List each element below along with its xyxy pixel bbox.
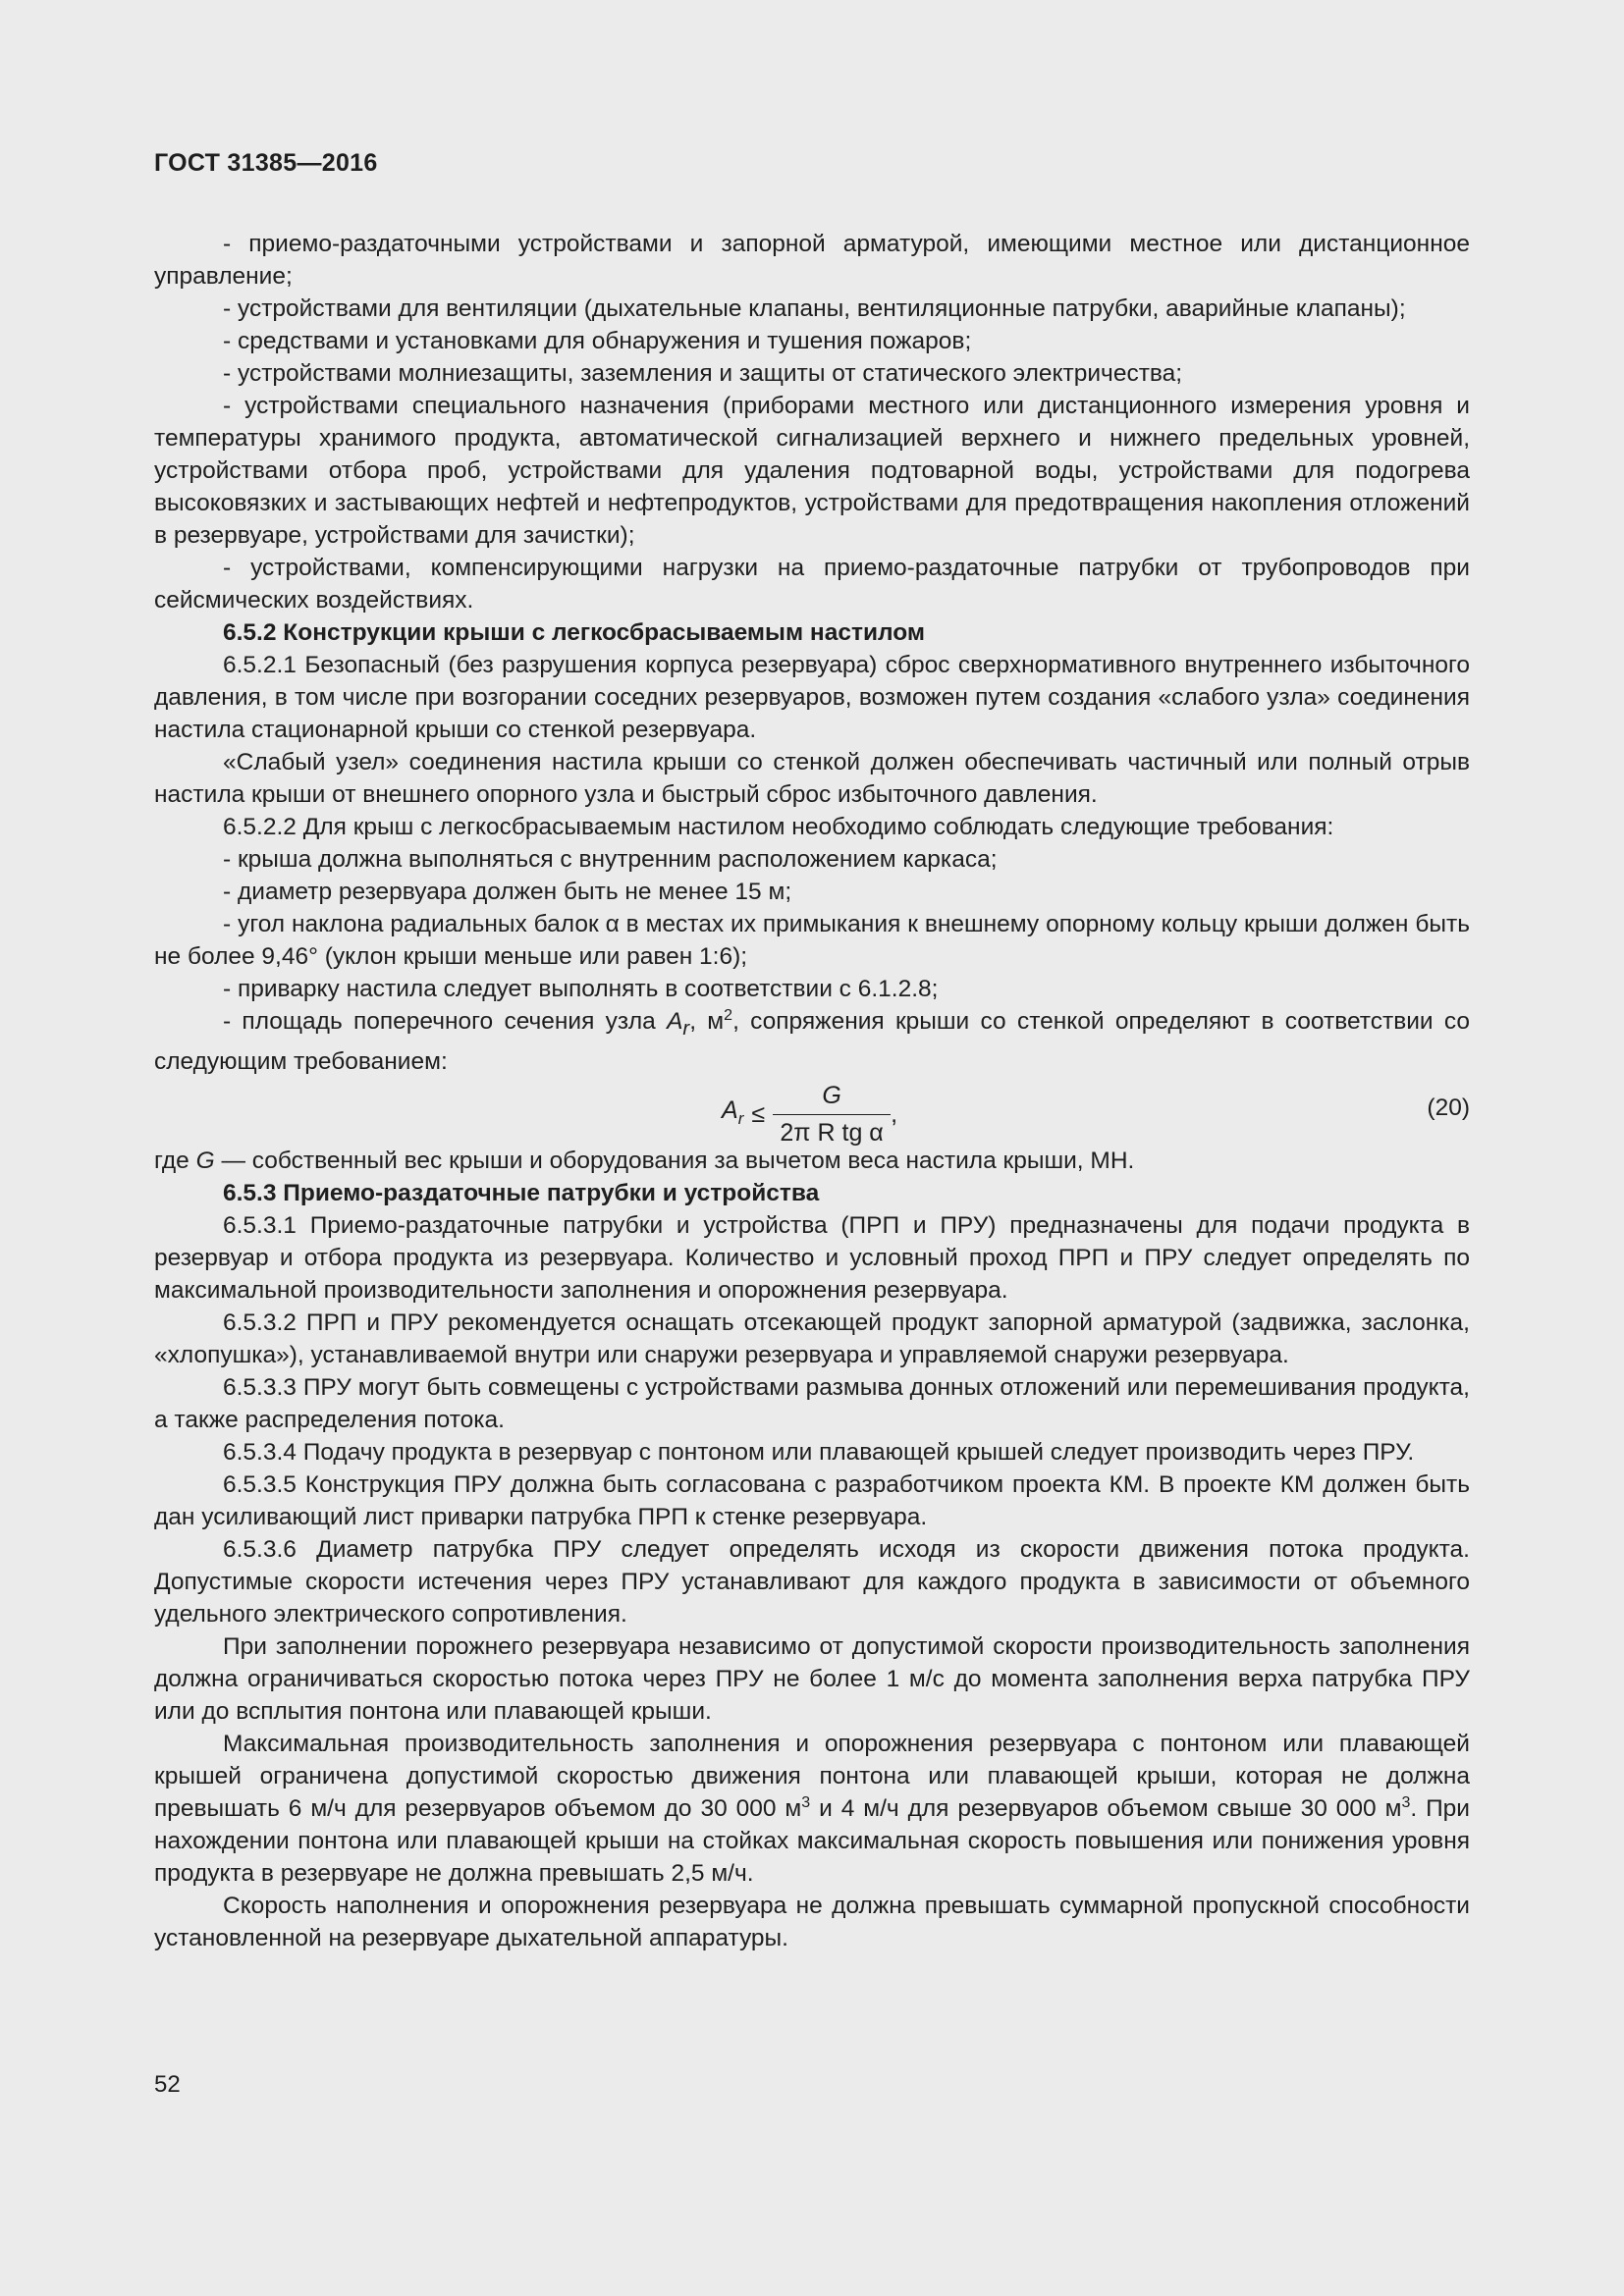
paragraph-6-5-2-2: 6.5.2.2 Для крыш с легкосбрасываемым настилом необходимо соблюдать следующие требования: — [223, 814, 1334, 840]
text-run: и 4 м/ч для резервуаров объемом свыше 30 000 м — [810, 1794, 1402, 1822]
list-item: - средствами и установками для обнаружения и тушения пожаров; — [223, 328, 972, 354]
paragraph-6-5-3-5: 6.5.3.5 Конструкция ПРУ должна быть согласована с разработчиком проекта КМ. В проекте КМ должен быть дан усиливающий лист приварки патрубка ПРП к стенке резервуара. — [154, 1470, 1470, 1530]
text-run: - площадь поперечного сечения узла — [223, 1008, 668, 1035]
list-item: - устройствами для вентиляции (дыхательные клапаны, вентиляционные патрубки, аварийные клапаны); — [223, 295, 1406, 322]
paragraph: При заполнении порожнего резервуара независимо от допустимой скорости производительность заполнения должна ограничиваться скоростью потока через ПРУ не более 1 м/с до момента заполнения верха патрубка ПРУ или до всплытия понтона или плавающей крыши. — [154, 1632, 1470, 1725]
paragraph: Скорость наполнения и опорожнения резервуара не должна превышать суммарной пропускной способности установленной на резервуаре дыхательной аппаратуры. — [154, 1892, 1470, 1951]
variable: G — [195, 1147, 215, 1174]
text-run: Максимальная производительность заполнения и опорожнения резервуара с понтоном или плавающей крышей ограничена допустимой скоростью движения понтона или плавающей крыши, которая не должна превышать 6 м/ч для резервуаров объемом до 30 000 м — [154, 1730, 1470, 1822]
text-run: где — [154, 1147, 196, 1174]
formula-lhs-sub: r — [737, 1108, 744, 1128]
superscript: 2 — [724, 1006, 733, 1024]
list-item: - угол наклона радиальных балок α в местах их примыкания к внешнему опорному кольцу крыши должен быть не более 9,46° (уклон крыши меньше или равен 1:6); — [154, 911, 1470, 970]
document-header: ГОСТ 31385—2016 — [154, 149, 378, 177]
paragraph-6-5-3-3: 6.5.3.3 ПРУ могут быть совмещены с устройствами размыва донных отложений или перемешивания продукта, а также распределения потока. — [154, 1373, 1470, 1433]
document-body — [154, 228, 1470, 1954]
list-item: - устройствами молниезащиты, заземления и защиты от статического электричества; — [223, 360, 1183, 387]
paragraph-6-5-3-2: 6.5.3.2 ПРП и ПРУ рекомендуется оснащать отсекающей продукт запорной арматурой (задвижка, заслонка, «хлопушка»), устанавливаемой внутри или снаружи резервуара и управляемой снаружи резервуара. — [154, 1308, 1470, 1368]
formula-numerator: G — [773, 1080, 891, 1115]
list-item: - диаметр резервуара должен быть не менее 15 м; — [223, 879, 792, 905]
paragraph-6-5-3-6: 6.5.3.6 Диаметр патрубка ПРУ следует определять исходя из скорости движения потока продукта. Допустимые скорости истечения через ПРУ устанавливают для каждого продукта в зависимости от объемного удельного электрического сопротивления. — [154, 1535, 1470, 1628]
paragraph-6-5-2-1: 6.5.2.1 Безопасный (без разрушения корпуса резервуара) сброс сверхнормативного внутреннего избыточного давления, в том числе при возгорании соседних резервуаров, возможен путем создания «слабого узла» соединения настила стационарной крыши со стенкой резервуара. — [154, 652, 1470, 743]
paragraph-6-5-3-1: 6.5.3.1 Приемо-раздаточные патрубки и устройства (ПРП и ПРУ) предназначены для подачи продукта в резервуар и отбора продукта из резервуара. Количество и условный проход ПРП и ПРУ следует определять по максимальной производительности заполнения и опорожнения резервуара. — [154, 1211, 1470, 1304]
text-run: , сопряжения крыши со стенкой определяют в соответствии со следующим требованием: — [154, 1008, 1471, 1075]
list-item: - приварку настила следует выполнять в соответствии с 6.1.2.8; — [223, 976, 939, 1002]
list-item — [154, 1005, 1470, 1078]
text-run: , м — [689, 1008, 725, 1035]
formula-lhs-var: A — [722, 1095, 738, 1124]
text-run: . При нахождении понтона или плавающей крыши на стойках максимальная скорость повышения или понижения уровня продукта в резервуаре не должна превышать 2,5 м/ч. — [154, 1794, 1470, 1887]
list-item: - приемо-раздаточными устройствами и запорной арматурой, имеющими местное или дистанционное управление; — [154, 231, 1470, 290]
page-number: 52 — [154, 2071, 181, 2098]
section-heading-6-5-2: 6.5.2 Конструкции крыши с легкосбрасываемым настилом — [223, 619, 926, 646]
list-item: - устройствами, компенсирующими нагрузки на приемо-раздаточные патрубки от трубопроводов при сейсмических воздействиях. — [154, 555, 1470, 614]
paragraph — [154, 1728, 1470, 1890]
formula-fraction — [773, 1080, 891, 1149]
superscript: 3 — [801, 1793, 811, 1811]
section-heading-6-5-3: 6.5.3 Приемо-раздаточные патрубки и устройства — [223, 1179, 820, 1206]
formula-relation: ≤ — [751, 1099, 766, 1128]
equation-number: (20) — [1427, 1094, 1470, 1121]
text-run: — собственный вес крыши и оборудования за вычетом веса настила крыши, МН. — [214, 1147, 1135, 1174]
variable: A — [667, 1008, 683, 1035]
formula-lhs — [722, 1095, 743, 1135]
formula-trail: , — [891, 1099, 898, 1128]
formula-denominator: 2π R tg α — [780, 1118, 884, 1147]
list-item: - крыша должна выполняться с внутренним расположением каркаса; — [223, 846, 998, 873]
formula-expression — [722, 1080, 897, 1149]
superscript: 3 — [1401, 1793, 1411, 1811]
paragraph-6-5-3-4: 6.5.3.4 Подачу продукта в резервуар с понтоном или плавающей крышей следует производить через ПРУ. — [223, 1438, 1415, 1466]
list-item: - устройствами специального назначения (приборами местного или дистанционного измерения уровня и температуры хранимого продукта, автоматической сигнализацией верхнего и нижнего предельных уровней, устройствами отбора проб, устройствами для удаления подтоварной воды, устройствами для подогрева высоковязких и застывающих нефтей и нефтепродуктов, устройствами для предотвращения накопления отложений в резервуаре, устройствами для зачистки); — [154, 393, 1470, 549]
paragraph: «Слабый узел» соединения настила крыши со стенкой должен обеспечивать частичный или полный отрыв настила крыши от внешнего опорного узла и быстрый сброс избыточного давления. — [154, 749, 1470, 808]
formula-20 — [154, 1080, 1470, 1145]
variable-subscript: r — [682, 1017, 690, 1040]
